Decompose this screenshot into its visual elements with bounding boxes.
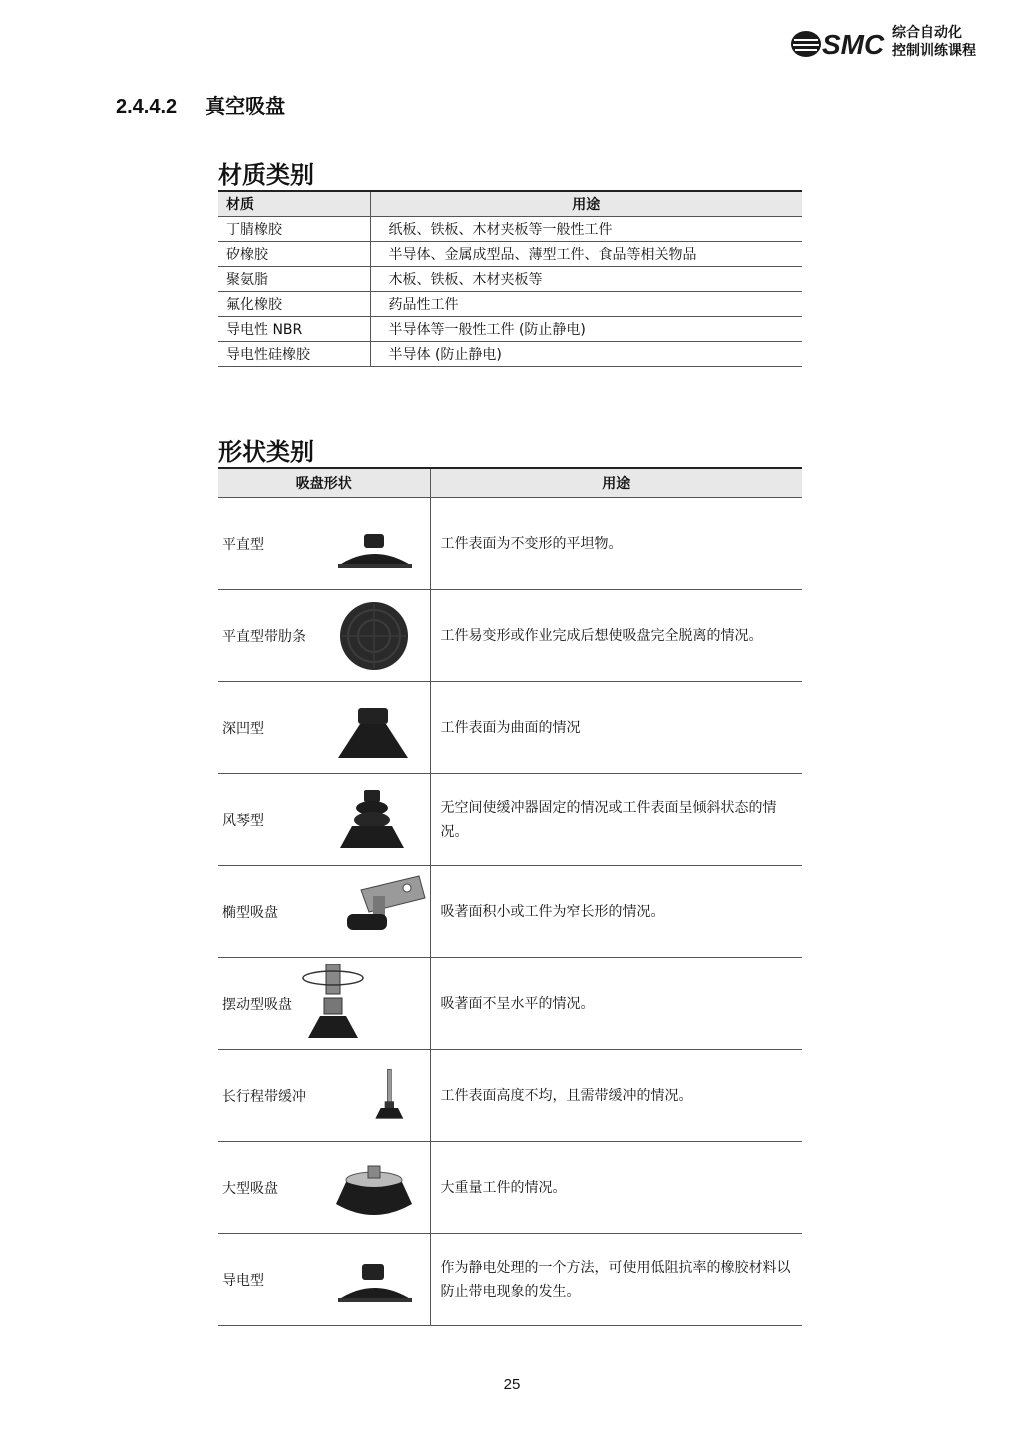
table-row	[218, 217, 802, 242]
table-row	[218, 866, 802, 958]
section-heading	[116, 90, 285, 119]
shape-use: 工件表面为不变形的平坦物。	[430, 498, 802, 590]
shape-use: 工件易变形或作业完成后想使吸盘完全脱离的情况。	[430, 590, 802, 682]
page-number: 25	[503, 1376, 521, 1393]
long-stroke-buffer-icon	[370, 1056, 430, 1136]
materials-table	[218, 190, 802, 367]
table-header-row	[218, 468, 802, 498]
table-row	[218, 774, 802, 866]
material-use: 半导体等一般性工件 (防止静电)	[370, 317, 802, 342]
materials-title: 材质类别	[218, 161, 314, 189]
bellows-suction-cup-icon	[328, 780, 418, 860]
material-use: 纸板、铁板、木材夹板等一般性工件	[370, 217, 802, 242]
column-header: 用途	[370, 191, 802, 217]
table-row	[218, 498, 802, 590]
table-row	[218, 242, 802, 267]
shape-use: 吸著面积小或工件为窄长形的情况。	[430, 866, 802, 958]
deep-suction-cup-icon	[328, 688, 418, 768]
column-header: 吸盘形状	[218, 468, 430, 498]
material-name: 导电性硅橡胶	[218, 342, 370, 367]
shape-use: 吸著面不呈水平的情况。	[430, 958, 802, 1050]
material-name: 导电性 NBR	[218, 317, 370, 342]
flat-suction-cup-icon	[328, 504, 418, 584]
shape-name: 摆动型吸盘	[222, 996, 292, 1013]
header-line1: 综合自动化	[892, 25, 962, 41]
swivel-suction-cup-icon	[290, 964, 380, 1044]
conductive-suction-cup-icon	[328, 1240, 418, 1320]
shapes-title: 形状类别	[218, 438, 314, 466]
smc-logo	[788, 24, 998, 64]
column-header: 材质	[218, 191, 370, 217]
table-row	[218, 267, 802, 292]
table-row	[218, 682, 802, 774]
shape-name: 平直型	[222, 536, 264, 553]
material-use: 半导体 (防止静电)	[370, 342, 802, 367]
ribbed-suction-cup-icon	[328, 596, 418, 676]
shape-use: 作为静电处理的一个方法，可使用低阻抗率的橡胶材料以防止带电现象的发生。	[430, 1234, 802, 1326]
shape-name: 长行程带缓冲	[222, 1088, 306, 1105]
heavy-duty-suction-cup-icon	[328, 1148, 418, 1228]
shape-name: 椭型吸盘	[222, 904, 278, 921]
material-use: 木板、铁板、木材夹板等	[370, 267, 802, 292]
table-row	[218, 958, 802, 1050]
section-title: 真空吸盘	[205, 94, 286, 118]
table-row	[218, 292, 802, 317]
column-header: 用途	[430, 468, 802, 498]
svg-text:SMC: SMC	[822, 29, 885, 60]
shape-use: 工件表面为曲面的情况	[430, 682, 802, 774]
shape-use: 工件表面高度不均，且需带缓冲的情况。	[430, 1050, 802, 1142]
material-use: 药品性工件	[370, 292, 802, 317]
oval-suction-cup-icon	[328, 872, 428, 952]
smc-logo-icon	[788, 24, 888, 64]
shape-use: 大重量工件的情况。	[430, 1142, 802, 1234]
header-line2: 控制训练课程	[892, 43, 976, 59]
section-number: 2.4.4.2	[116, 96, 178, 118]
shape-name: 导电型	[222, 1272, 264, 1289]
table-row	[218, 1234, 802, 1326]
shape-name: 深凹型	[222, 720, 264, 737]
material-name: 矽橡胶	[218, 242, 370, 267]
table-row	[218, 590, 802, 682]
shape-name: 大型吸盘	[222, 1180, 278, 1197]
table-row	[218, 342, 802, 367]
shape-use: 无空间使缓冲器固定的情况或工件表面呈倾斜状态的情况。	[430, 774, 802, 866]
material-name: 丁腈橡胶	[218, 217, 370, 242]
material-use: 半导体、金属成型品、薄型工件、食品等相关物品	[370, 242, 802, 267]
shape-name: 风琴型	[222, 812, 264, 829]
shape-name: 平直型带肋条	[222, 628, 306, 645]
table-row	[218, 1050, 802, 1142]
table-row	[218, 1142, 802, 1234]
material-name: 聚氨脂	[218, 267, 370, 292]
table-row	[218, 317, 802, 342]
material-name: 氟化橡胶	[218, 292, 370, 317]
shapes-table	[218, 467, 802, 1326]
table-header-row	[218, 191, 802, 217]
